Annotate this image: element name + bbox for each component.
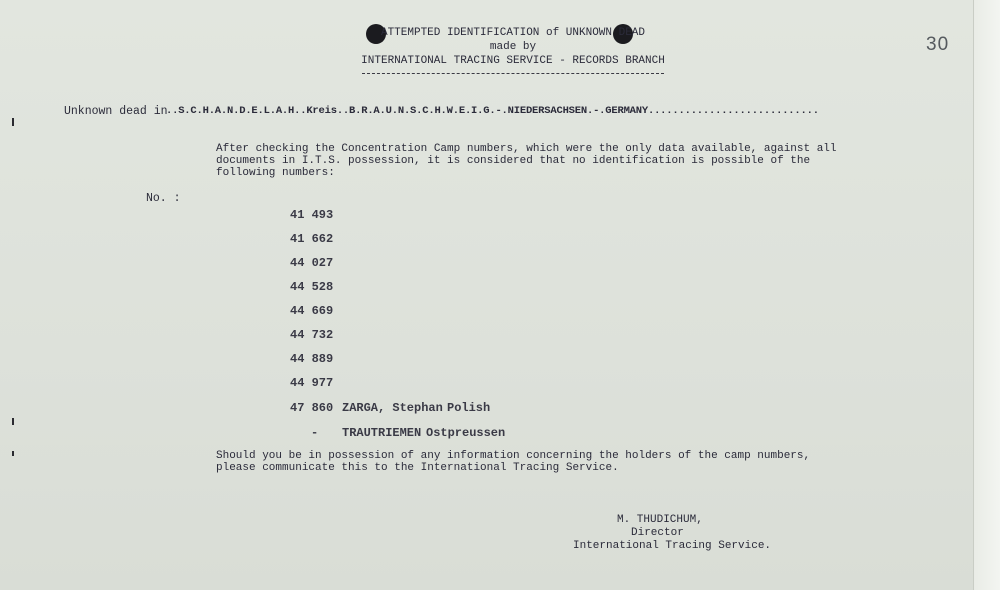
entry-region: Ostpreussen	[426, 426, 506, 440]
camp-number: 41 493	[290, 208, 334, 222]
page-edge	[973, 0, 1000, 590]
camp-number: 44 889	[290, 352, 334, 366]
header-made-by: made by	[489, 41, 537, 53]
entry-dash: -	[311, 426, 319, 440]
camp-number: 44 027	[290, 256, 334, 270]
intro-line-3: following numbers:	[216, 167, 335, 179]
intro-line-2: documents in I.T.S. possession, it is considered that no identification is possible of the	[216, 155, 811, 167]
margin-mark	[12, 451, 14, 456]
signature-title: Director	[631, 527, 684, 539]
entry-place: TRAUTRIEMEN	[342, 426, 422, 440]
margin-mark	[12, 118, 14, 126]
intro-line-1: After checking the Concentration Camp numbers, which were the only data available, against all	[216, 143, 837, 155]
margin-mark	[12, 418, 14, 425]
signature-name: M. THUDICHUM,	[617, 514, 703, 526]
unknown-dead-prefix: Unknown dead in	[64, 105, 168, 118]
camp-number: 44 528	[290, 280, 334, 294]
camp-number: 44 732	[290, 328, 334, 342]
signature-organization: International Tracing Service.	[573, 540, 772, 552]
header-rule	[362, 73, 664, 74]
camp-number: 47 860	[290, 401, 334, 415]
closing-line-1: Should you be in possession of any information concerning the holders of the camp numbers,	[216, 450, 811, 462]
numbers-label: No. :	[146, 192, 181, 205]
document-number: 30	[926, 34, 950, 55]
header-organization: INTERNATIONAL TRACING SERVICE - RECORDS BRANCH	[361, 55, 665, 67]
camp-number: 44 669	[290, 304, 334, 318]
entry-nationality: Polish	[447, 401, 491, 415]
closing-line-2: please communicate this to the International Tracing Service.	[216, 462, 619, 474]
unknown-dead-location: ..S.C.H.A.N.D.E.L.A.H..Kreis..B.R.A.U.N.S.C.H.W.E.I.G.-.NIEDERSACHSEN.-.GERMANY............................	[166, 105, 819, 117]
camp-number: 41 662	[290, 232, 334, 246]
header-title: ATTEMPTED IDENTIFICATION of UNKNOWN DEAD	[380, 27, 646, 39]
entry-name: ZARGA, Stephan	[342, 401, 443, 415]
camp-number: 44 977	[290, 376, 334, 390]
